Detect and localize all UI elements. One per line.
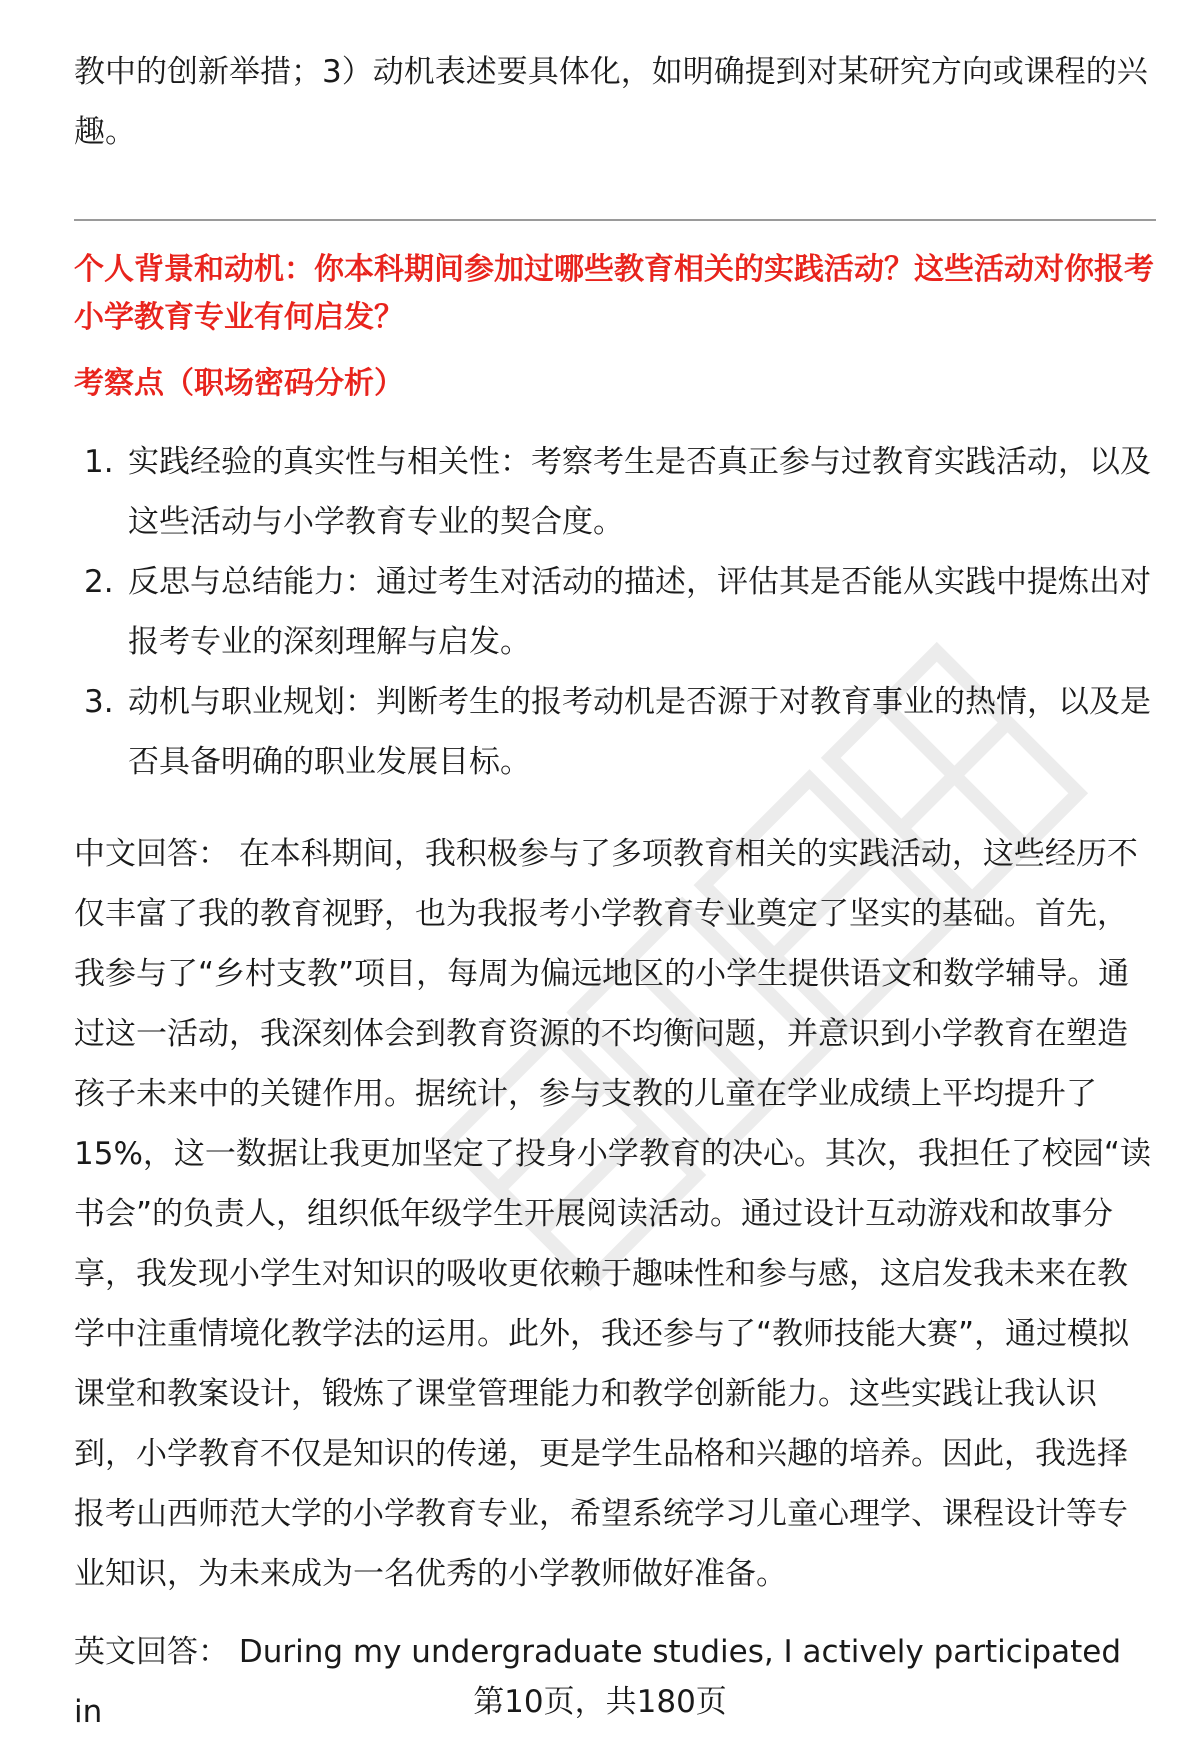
continuation-paragraph: 教中的创新举措；3）动机表述要具体化，如明确提到对某研究方向或课程的兴趣。 [74,54,1148,150]
analysis-heading: 考察点（职场密码分析） [74,366,404,401]
list-number: 3. [84,684,114,720]
list-item [74,552,1154,672]
chinese-answer-paragraph: 中文回答： 在本科期间，我积极参与了多项教育相关的实践活动，这些经历不仅丰富了我的教育视野，也为我报考小学教育专业奠定了坚实的基础。首先，我参与了“乡村支教”项目，每周为偏远地区的小学生提供语文和数学辅导。通过这一活动，我深刻体会到教育资源的不均衡问题，并意识到小学教育在塑造孩子未来中的关键作用。据统计，参与支教的儿童在学业成绩上平均提升了15%，这一数据让我更加坚定了投身小学教育的决心。其次，我担任了校园“读书会”的负责人，组织低年级学生开展阅读活动。通过设计互动游戏和故事分享，我发现小学生对知识的吸收更依赖于趣味性和参与感，这启发我未来在教学中注重情境化教学法的运用。此外，我还参与了“教师技能大赛”，通过模拟课堂和教案设计，锻炼了课堂管理能力和教学创新能力。这些实践让我认识到，小学教育不仅是知识的传递，更是学生品格和兴趣的培养。因此，我选择报考山西师范大学的小学教育专业，希望系统学习儿童心理学、课程设计等专业知识，为未来成为一名优秀的小学教师做好准备。 [74,836,1151,1592]
english-answer-paragraph: 英文回答： During my undergraduate studies, I actively participated in [74,1634,1122,1730]
section-divider [74,219,1156,221]
list-number: 1. [84,444,114,480]
list-number: 2. [84,564,114,600]
question-heading: 个人背景和动机：你本科期间参加过哪些教育相关的实践活动？这些活动对你报考小学教育专业有何启发？ [74,252,1154,335]
list-item [74,432,1154,552]
analysis-points-list [74,432,1154,792]
list-item-text: 动机与职业规划：判断考生的报考动机是否源于对教育事业的热情，以及是否具备明确的职业发展目标。 [128,684,1151,780]
page-footer: 第10页，共180页 [473,1684,727,1720]
list-item-text: 反思与总结能力：通过考生对活动的描述，评估其是否能从实践中提炼出对报考专业的深刻理解与启发。 [128,564,1151,660]
list-item [74,672,1154,792]
list-item-text: 实践经验的真实性与相关性：考察考生是否真正参与过教育实践活动，以及这些活动与小学教育专业的契合度。 [128,444,1151,540]
